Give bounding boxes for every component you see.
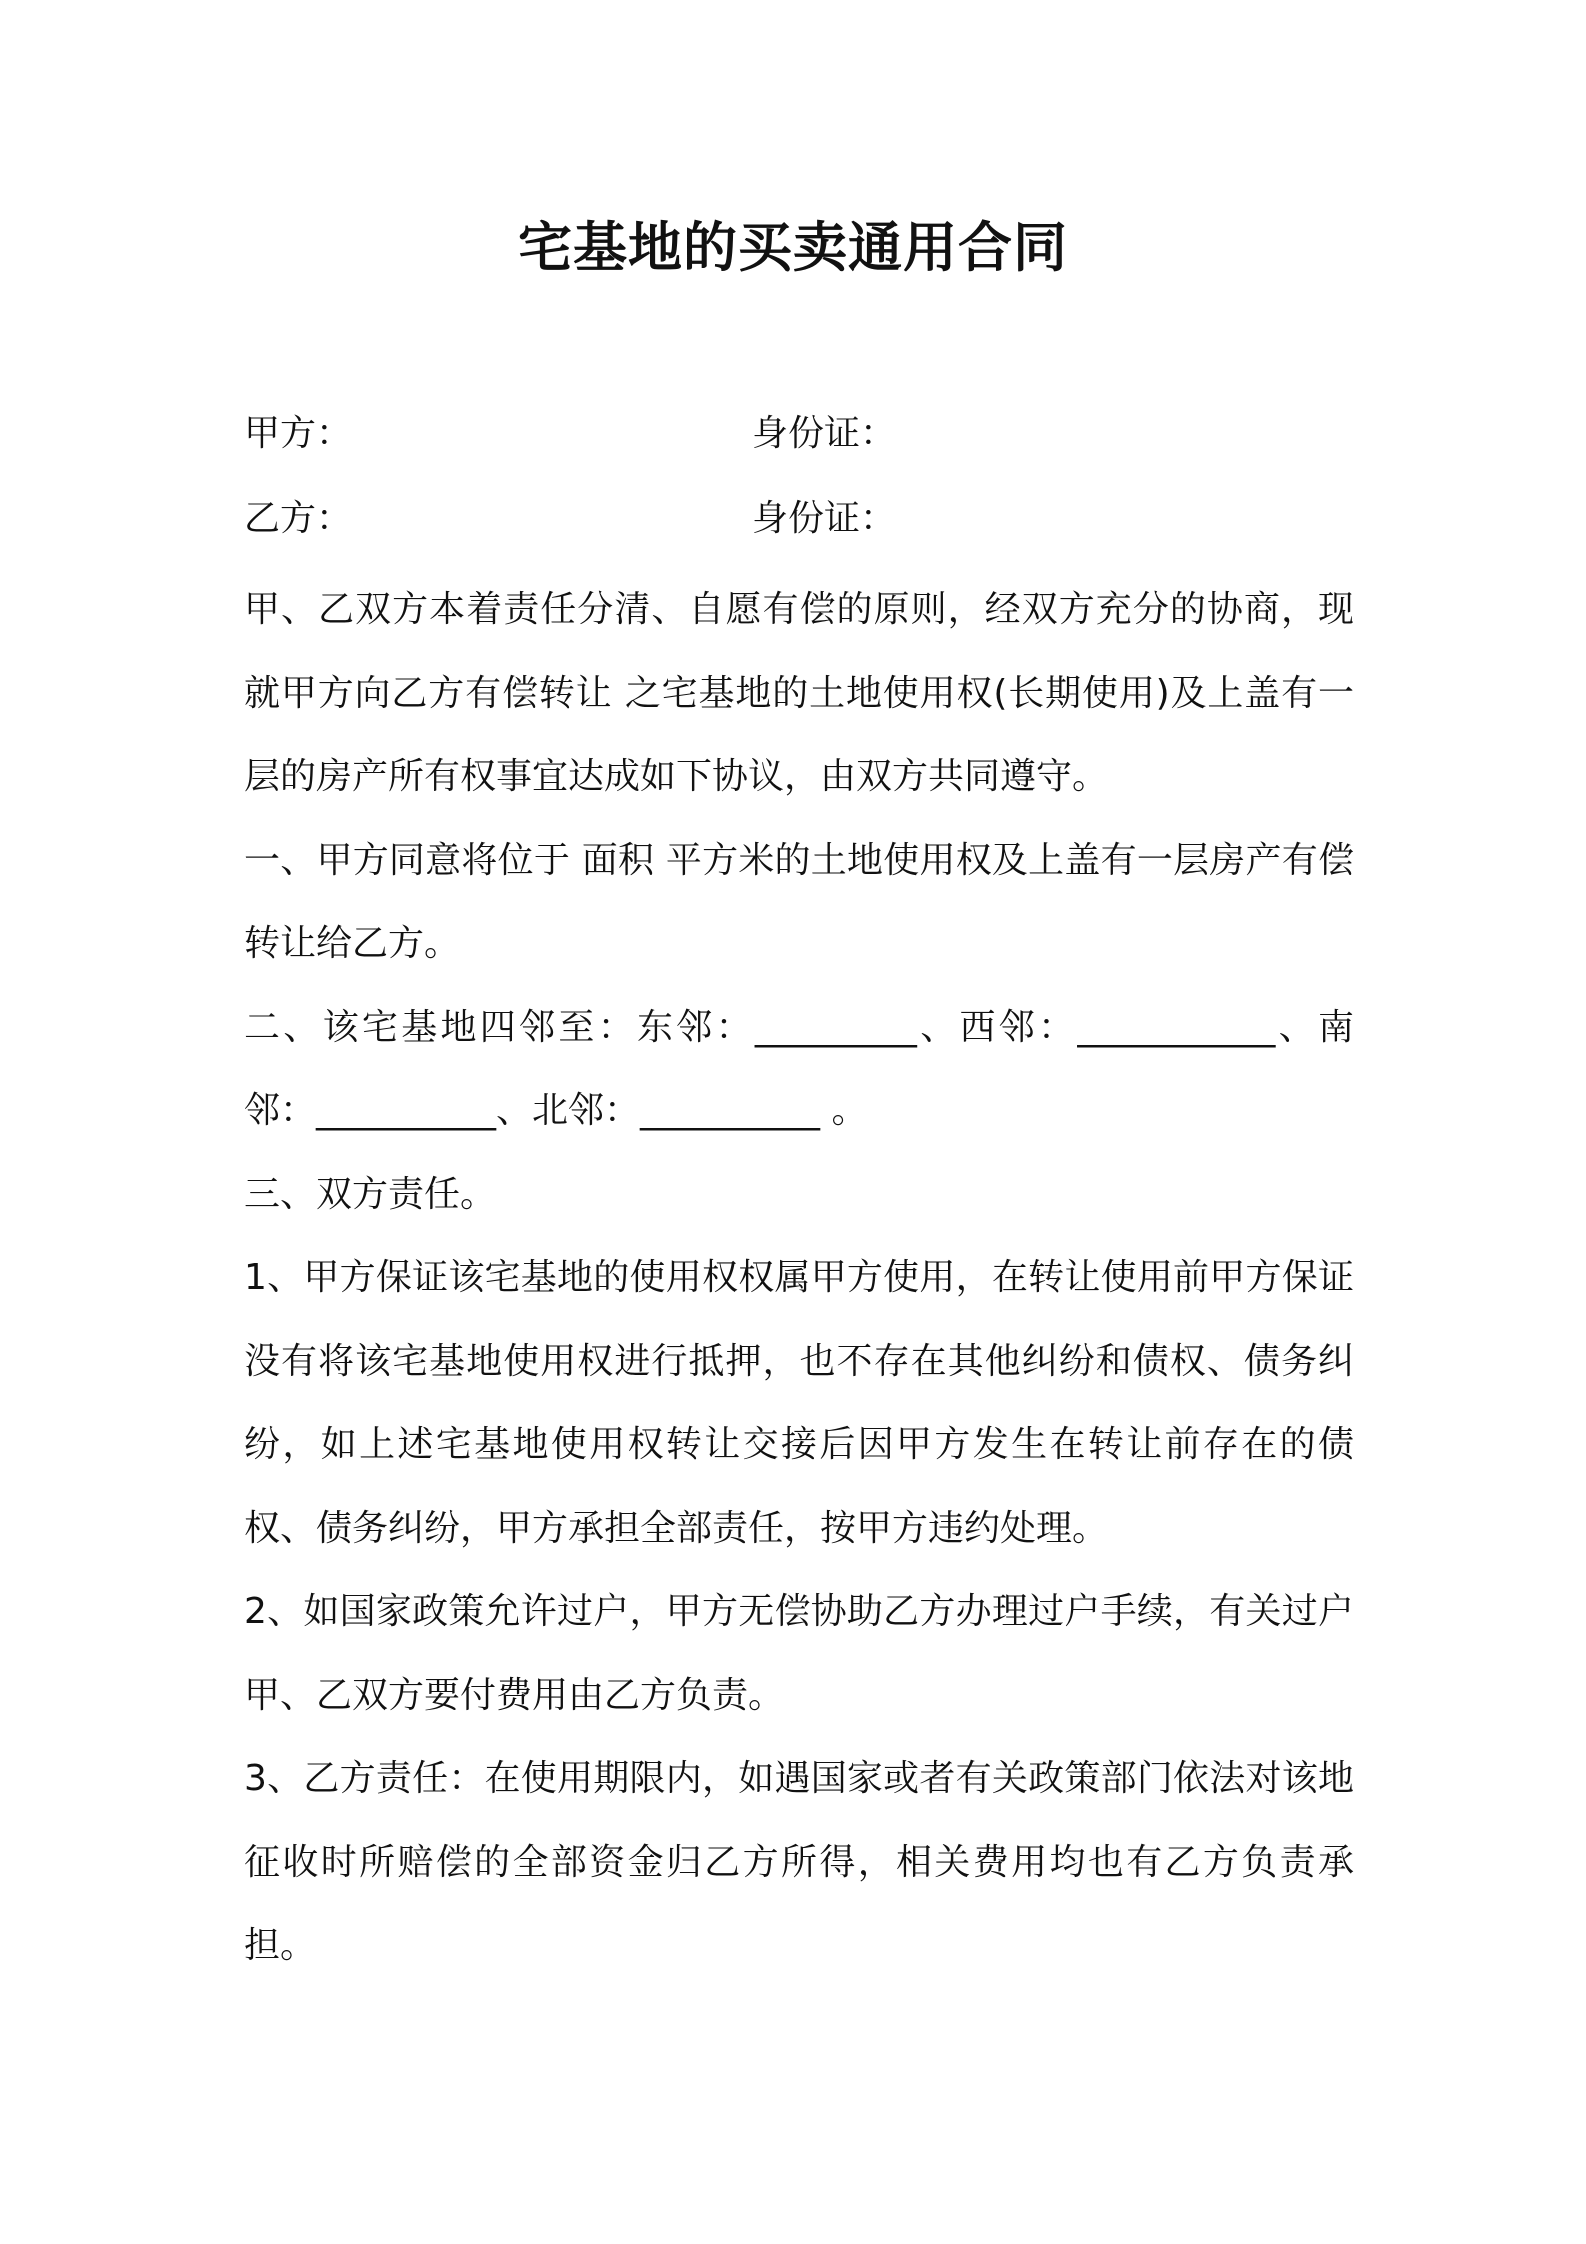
document-title: 宅基地的买卖通用合同	[518, 216, 1068, 279]
party-b-label: 乙方：	[244, 498, 353, 539]
party-a-label: 甲方：	[244, 413, 353, 454]
clause-3-item-3-paragraph: 3、乙方责任：在使用期限内，如遇国家或者有关政策部门依法对该地征收时所赔偿的全部资金归乙方所得，相关费用均也有乙方负责承担。	[244, 1758, 1354, 1966]
party-a-row	[244, 404, 1354, 464]
clause-3-item-2-paragraph: 2、如国家政策允许过户，甲方无偿协助乙方办理过户手续，有关过户甲、乙双方要付费用由乙方负责。	[244, 1591, 1354, 1716]
clause-2-boundaries-paragraph: 二、该宅基地四邻至：东邻：_________、西邻：___________、南邻：__________、北邻：__________ 。	[244, 1006, 1354, 1131]
clause-3-item-1-paragraph: 1、甲方保证该宅基地的使用权权属甲方使用，在转让使用前甲方保证没有将该宅基地使用权进行抵押，也不存在其他纠纷和债权、债务纠纷，如上述宅基地使用权转让交接后因甲方发生在转让前存在的债权、债务纠纷，甲方承担全部责任，按甲方违约处理。	[244, 1257, 1354, 1549]
preamble-paragraph: 甲、乙双方本着责任分清、自愿有偿的原则，经双方充分的协商，现就甲方向乙方有偿转让 之宅基地的土地使用权(长期使用)及上盖有一层的房产所有权事宜达成如下协议，由双方共同遵守。	[244, 589, 1354, 797]
party-b-id-label: 身份证：	[752, 498, 897, 539]
clause-3-heading: 三、双方责任。	[244, 1173, 497, 1215]
party-a-id-label: 身份证：	[752, 413, 897, 454]
party-b-row	[244, 489, 1354, 549]
clause-1-paragraph: 一、甲方同意将位于 面积 平方米的土地使用权及上盖有一层房产有偿转让给乙方。	[244, 839, 1354, 964]
contract-body	[244, 568, 1354, 1988]
